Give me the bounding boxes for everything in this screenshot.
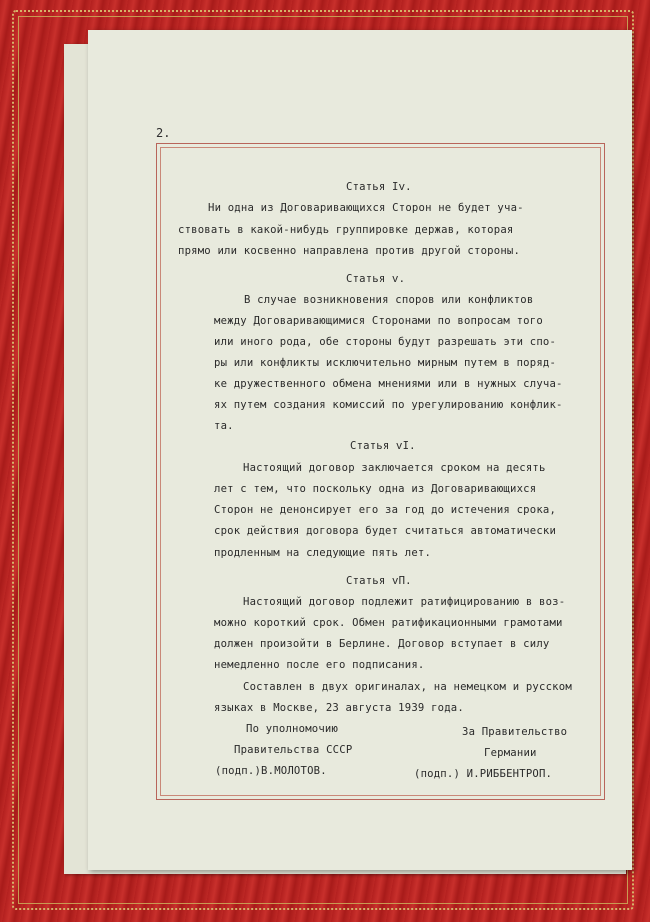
article-heading: Статья ᴠП.: [346, 575, 412, 587]
closing-line: языках в Москве, 23 августа 1939 года.: [214, 702, 464, 714]
article-line: между Договаривающимися Сторонами по вопросам того: [214, 315, 543, 327]
article-line: срок действия договора будет считаться автоматически: [214, 525, 557, 537]
article-line: ры или конфликты исключительно мирным путем в поряд-: [214, 357, 557, 369]
article-line: немедленно после его подписания.: [214, 659, 425, 671]
article-line: та.: [214, 420, 234, 432]
signature-right-line: За Правительство: [462, 726, 568, 738]
article-line: Настоящий договор заключается сроком на десять: [243, 462, 546, 474]
article-heading: Статья ᴠI.: [350, 440, 416, 452]
article-line: Ни одна из Договаривающихся Сторон не будет уча-: [208, 202, 524, 214]
article-line: или иного рода, обе стороны будут разрешать эти спо-: [214, 336, 557, 348]
article-heading: Статья ᴠ.: [346, 273, 406, 285]
article-line: прямо или косвенно направлена против другой стороны.: [178, 245, 521, 257]
article-line: Настоящий договор подлежит ратифицированию в воз-: [243, 596, 566, 608]
article-line: лет с тем, что поскольку одна из Договаривающихся: [214, 483, 537, 495]
article-line: продленным на следующие пять лет.: [214, 547, 432, 559]
article-line: Сторон не денонсирует его за год до истечения срока,: [214, 504, 557, 516]
document-page: [88, 30, 632, 870]
article-line: можно короткий срок. Обмен ратификационными грамотами: [214, 617, 563, 629]
page-number: 2.: [156, 126, 171, 140]
signature-right-line: Германии: [484, 747, 537, 759]
article-line: ке дружественного обмена мнениями или в нужных случа-: [214, 378, 563, 390]
article-line: В случае возникновения споров или конфликтов: [244, 294, 534, 306]
signature-left-line: Правительства СССР: [234, 744, 353, 756]
article-line: должен произойти в Берлине. Договор вступает в силу: [214, 638, 550, 650]
article-heading: Статья Iᴠ.: [346, 181, 412, 193]
article-line: ствовать в какой-нибудь группировке держав, которая: [178, 224, 514, 236]
signature-right-line: (подп.) И.РИББЕНТРОП.: [414, 768, 553, 780]
signature-left-line: По уполномочию: [246, 723, 339, 735]
closing-line: Составлен в двух оригиналах, на немецком и русском: [243, 681, 572, 693]
signature-left-line: (подп.)В.МОЛОТОВ.: [215, 765, 327, 777]
article-line: ях путем создания комиссий по урегулированию конфлик-: [214, 399, 563, 411]
